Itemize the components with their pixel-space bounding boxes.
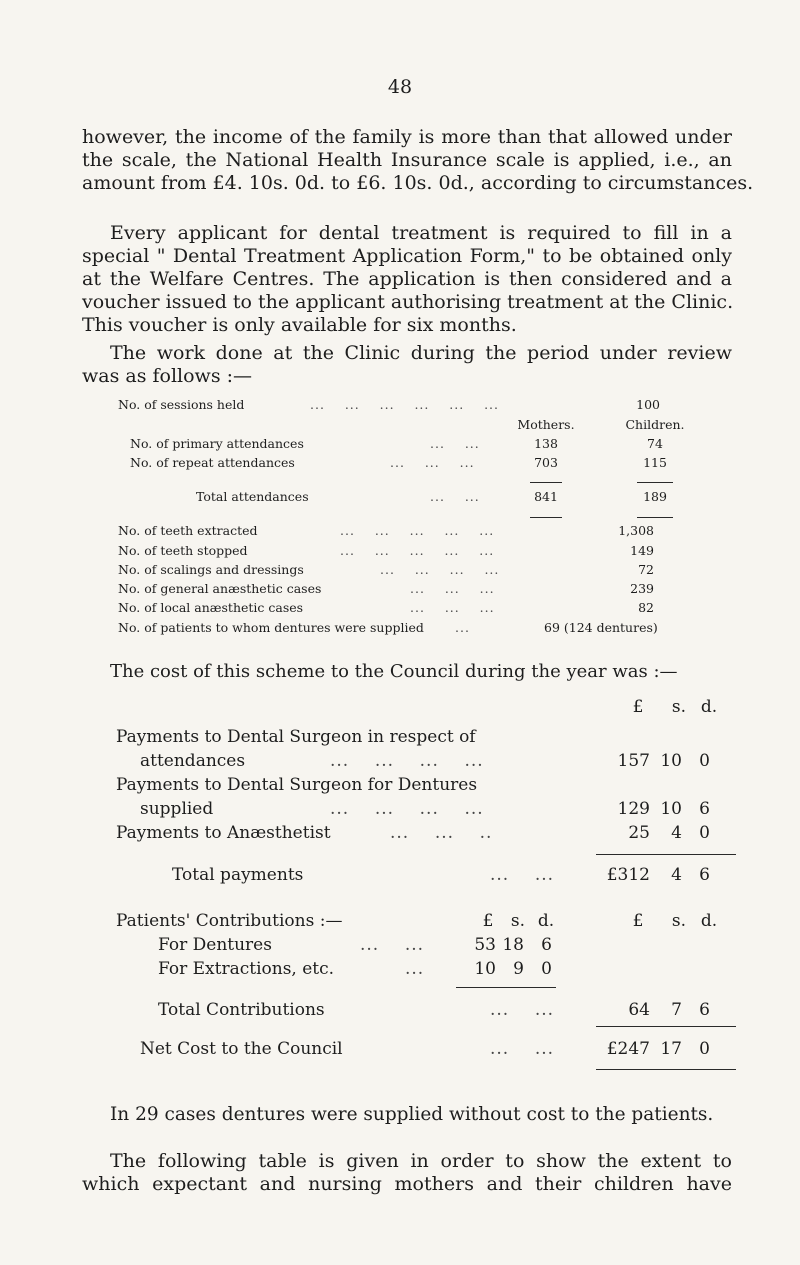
leader-dots: ... ... ... ... — [330, 799, 484, 819]
amount-shillings: 4 — [671, 823, 682, 843]
work-row-value: 72 — [638, 562, 654, 577]
col-pound: £ — [482, 911, 494, 931]
following-paragraph — [82, 1150, 732, 1196]
amount-pounds: 64 — [628, 1000, 650, 1020]
extractions-label: For Extractions, etc. — [158, 959, 335, 979]
surgeon-dentures-label: Payments to Dental Surgeon for Dentures — [116, 775, 478, 795]
amount-pounds: £312 — [606, 865, 650, 885]
leader-dots: ... — [455, 620, 470, 635]
contributions-label: Patients' Contributions :— — [116, 911, 343, 931]
surgeon-attendances-label-cont: attendances — [140, 751, 246, 771]
leader-dots: ... ... ... ... — [380, 562, 500, 577]
amount-shillings: 17 — [660, 1039, 682, 1059]
text-line: The following table is given in order to show the extent to — [110, 1150, 732, 1172]
leader-dots: ... ... .. — [390, 823, 493, 843]
amount-pounds: £247 — [606, 1039, 650, 1059]
work-row-value: 239 — [630, 581, 654, 596]
primary-children: 74 — [647, 436, 663, 451]
surgeon-dentures-label-cont: supplied — [140, 799, 214, 819]
text-line: at the Welfare Centres. The application is then considered and a — [82, 268, 732, 290]
col-shillings: s. — [510, 911, 526, 931]
leader-dots: ... ... ... — [410, 581, 495, 596]
work-row-value: 1,308 — [618, 523, 654, 538]
amount-pounds: 10 — [474, 959, 496, 979]
rule — [456, 987, 556, 988]
col-pound: £ — [632, 911, 644, 931]
leader-dots: ... ... ... ... ... — [340, 543, 495, 558]
amount-pence: 0 — [699, 823, 710, 843]
amount-shillings: 18 — [502, 935, 524, 955]
text-line: The work done at the Clinic during the period under review — [110, 342, 732, 364]
cost-intro: The cost of this scheme to the Council during the year was :— — [110, 661, 678, 682]
amount-shillings: 10 — [660, 799, 682, 819]
text-line: special " Dental Treatment Application Form," to be obtained only — [82, 245, 732, 267]
amount-pounds: 157 — [617, 751, 650, 771]
dentures-contrib-label: For Dentures — [158, 935, 272, 955]
repeat-label: No. of repeat attendances — [130, 455, 295, 470]
amount-pence: 6 — [699, 865, 710, 885]
rule — [530, 517, 562, 518]
leader-dots: ... — [405, 959, 425, 979]
leader-dots: ... ... — [360, 935, 425, 955]
text-line: voucher issued to the applicant authorising treatment at the Clinic. — [82, 291, 734, 313]
work-row-value: 82 — [638, 600, 654, 615]
work-row-label: No. of scalings and dressings — [118, 562, 304, 577]
repeat-mothers: 703 — [534, 455, 558, 470]
amount-pence: 0 — [699, 751, 710, 771]
work-intro-paragraph — [82, 342, 732, 388]
rule — [637, 517, 673, 518]
work-row-label: No. of teeth extracted — [118, 523, 258, 538]
work-row-value: 149 — [630, 543, 654, 558]
dentures-label: No. of patients to whom dentures were supplied — [118, 620, 424, 635]
amount-pence: 6 — [699, 1000, 710, 1020]
leader-dots: ... ... — [430, 489, 480, 504]
col-children: Children. — [625, 417, 685, 432]
surgeon-attendances-label: Payments to Dental Surgeon in respect of — [116, 727, 476, 747]
col-pound: £ — [632, 697, 644, 717]
text-line: the scale, the National Health Insurance scale is applied, i.e., an — [82, 149, 732, 171]
col-pence: d. — [700, 697, 718, 717]
rule — [596, 1069, 736, 1070]
total-mothers: 841 — [534, 489, 558, 504]
leader-dots: ... ... ... ... ... ... — [310, 397, 499, 412]
amount-pence: 0 — [541, 959, 552, 979]
rule — [530, 482, 562, 483]
amount-pounds: 129 — [617, 799, 650, 819]
text-line: however, the income of the family is more than that allowed under — [82, 126, 732, 148]
leader-dots: ... ... — [490, 865, 555, 885]
amount-pounds: 25 — [628, 823, 650, 843]
work-row-label: No. of teeth stopped — [118, 543, 248, 558]
work-row-label: No. of general anæsthetic cases — [118, 581, 322, 596]
amount-pence: 6 — [541, 935, 552, 955]
rule — [596, 854, 736, 855]
amount-pence: 0 — [699, 1039, 710, 1059]
leader-dots: ... ... — [490, 1039, 555, 1059]
free-dentures-sentence: In 29 cases dentures were supplied without cost to the patients. — [110, 1104, 714, 1125]
amount-shillings: 10 — [660, 751, 682, 771]
amount-shillings: 4 — [671, 865, 682, 885]
rule — [596, 1026, 736, 1027]
net-cost-label: Net Cost to the Council — [140, 1039, 343, 1059]
page-number: 48 — [387, 76, 413, 98]
text-line: amount from £4. 10s. 0d. to £6. 10s. 0d., according to circumstances. — [82, 172, 754, 194]
intro-paragraph — [82, 126, 754, 195]
leader-dots: ... ... — [490, 1000, 555, 1020]
amount-shillings: 9 — [513, 959, 524, 979]
total-payments-label: Total payments — [172, 865, 304, 885]
total-attendances-label: Total attendances — [196, 489, 309, 504]
col-pence: d. — [537, 911, 555, 931]
leader-dots: ... ... ... — [390, 455, 475, 470]
amount-pence: 6 — [699, 799, 710, 819]
sessions-value: 100 — [636, 397, 660, 412]
repeat-children: 115 — [643, 455, 667, 470]
text-line: This voucher is only available for six months. — [82, 314, 517, 336]
anaesthetist-label: Payments to Anæsthetist — [116, 823, 331, 843]
total-children: 189 — [643, 489, 667, 504]
total-contributions-label: Total Contributions — [158, 1000, 325, 1020]
leader-dots: ... ... ... — [410, 600, 495, 615]
primary-label: No. of primary attendances — [130, 436, 304, 451]
text-line: Every applicant for dental treatment is required to fill in a — [110, 222, 732, 244]
work-row-label: No. of local anæsthetic cases — [118, 600, 304, 615]
rule — [637, 482, 673, 483]
amount-shillings: 7 — [671, 1000, 682, 1020]
amount-pounds: 53 — [474, 935, 496, 955]
leader-dots: ... ... — [430, 436, 480, 451]
leader-dots: ... ... ... ... — [330, 751, 484, 771]
col-mothers: Mothers. — [517, 417, 575, 432]
application-paragraph — [82, 222, 732, 337]
leader-dots: ... ... ... ... ... — [340, 523, 495, 538]
dentures-value: 69 (124 dentures) — [544, 620, 658, 635]
sessions-label: No. of sessions held — [118, 397, 245, 412]
col-pence: d. — [700, 911, 718, 931]
text-line: was as follows :— — [82, 365, 253, 387]
text-line: which expectant and nursing mothers and their children have — [82, 1173, 732, 1195]
col-shillings: s. — [671, 911, 687, 931]
col-shillings: s. — [671, 697, 687, 717]
primary-mothers: 138 — [534, 436, 558, 451]
